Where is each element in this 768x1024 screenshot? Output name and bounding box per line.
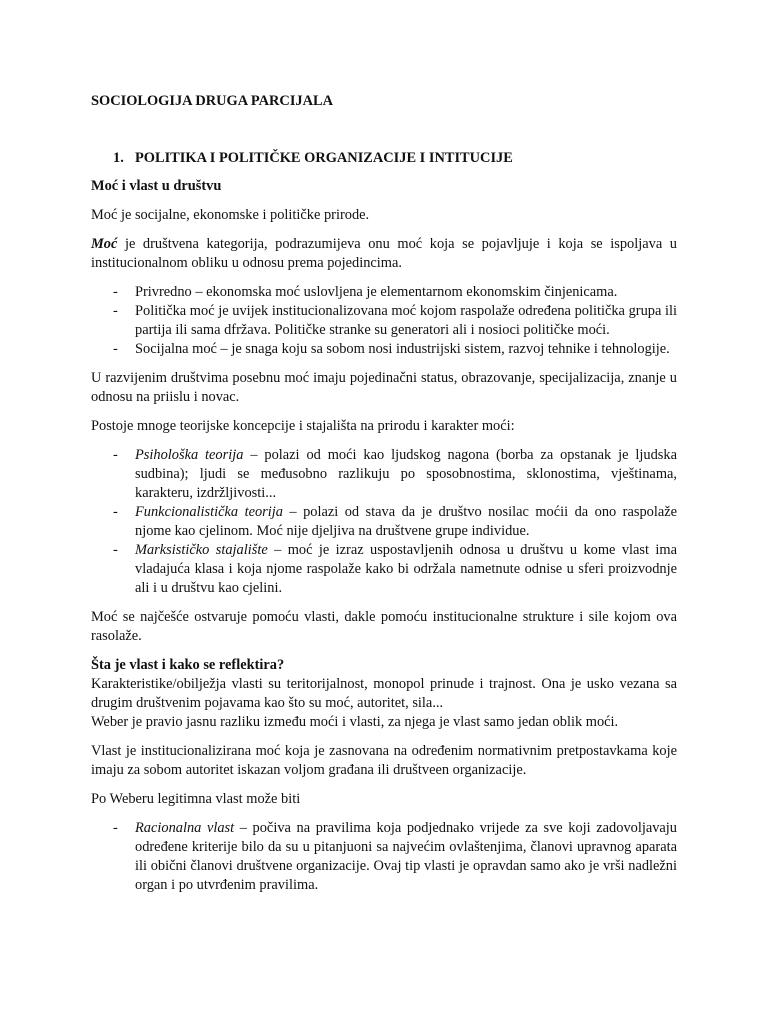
list-item	[91, 819, 677, 895]
paragraph-theories-intro: Postoje mnoge teorijske koncepcije i stajališta na prirodu i karakter moći:	[91, 418, 515, 434]
list-item	[91, 541, 677, 598]
list-item	[91, 283, 677, 302]
list-item-text: – moć je izraz uspostavljenih odnosa u društvu u kome vlast ima vladajuća klasa i koja njome raspolaže kako bi održala nametnute odnise u sferi proizvodnje ali i u društvu kao cjelini.	[135, 542, 677, 596]
legitimate-authority-list	[91, 819, 677, 895]
document-body	[91, 92, 677, 895]
bullet-dash: -	[113, 284, 118, 300]
paragraph-authority-characteristics: Karakteristike/obilježja vlasti su teritorijalnost, monopol prinude i trajnost. Ona je usko vezana sa drugim društvenim pojavama kao što su moć, autoritet, sila...	[91, 676, 677, 711]
subheading-power-authority: Moć i vlast u društvu	[91, 178, 222, 194]
term-italic: Funkcionalistička teorija	[135, 504, 283, 520]
paragraph-weber-legitimate: Po Weberu legitimna vlast može biti	[91, 791, 301, 807]
paragraph-developed-societies: U razvijenim društvima posebnu moć imaju pojedinačni status, obrazovanje, specijalizacija, znanje u odnosu na priislu i novac.	[91, 370, 677, 405]
section-title: POLITIKA I POLITIČKE ORGANIZACIJE I INTITUCIJE	[135, 150, 513, 166]
bullet-dash: -	[113, 820, 118, 836]
paragraph-weber-distinction: Weber je pravio jasnu razliku između moći i vlasti, za njega je vlast samo jedan oblik moći.	[91, 714, 619, 730]
bullet-dash: -	[113, 303, 118, 319]
list-item-text: – počiva na pravilima koja podjednako vrijede za sve koji zadovoljavaju određene kriterije bilo da su u pitanjuoni sa najvećim ovlaštenjima, članovi upravnog aparata ili obični članovi društvene organizacije. Ovaj tip vlasti je opravdan samo ako je vrši nadležni organ i po utvrđenim pravilima.	[135, 820, 677, 893]
list-item-text: – polazi od moći kao ljudskog nagona (borba za opstanak je ljudska sudbina); ljudi se međusobno razlikuju po sposobnostima, sklonostima, vještinama, karakteru, izdržljivosti...	[135, 447, 677, 501]
power-types-list	[91, 283, 677, 359]
list-item	[91, 503, 677, 541]
list-item	[91, 302, 677, 340]
bullet-dash: -	[113, 542, 118, 558]
term-moc: Moć	[91, 236, 118, 252]
list-item-text: – polazi od stava da je društvo nosilac moćii da ono raspolaže njome kao cjelinom. Moć nije djeljiva na društvene grupe individue.	[135, 504, 677, 539]
list-item-text: Socijalna moć – je snaga koju sa sobom nosi industrijski sistem, razvoj tehnike i tehnologije.	[135, 341, 670, 357]
bullet-dash: -	[113, 447, 118, 463]
list-item	[91, 340, 677, 359]
paragraph-power-definition	[91, 235, 677, 273]
section-number: 1.	[113, 150, 124, 166]
term-italic: Racionalna vlast	[135, 820, 235, 836]
paragraph-power-nature: Moć je socijalne, ekonomske i političke prirode.	[91, 207, 370, 223]
section-heading	[91, 149, 677, 168]
theories-list	[91, 446, 677, 598]
list-item-text: Privredno – ekonomska moć uslovljena je elementarnom ekonomskim činjenicama.	[135, 284, 618, 300]
paragraph-power-through-authority: Moć se najčešće ostvaruje pomoću vlasti, dakle pomoću institucionalne strukture i sile kojom ova rasolaže.	[91, 609, 677, 644]
list-item-text: Politička moć je uvijek institucionalizovana moć kojom raspolaže određena politička grupa ili partija ili sama dfržava. Političke stranke su generatori ali i nosioci političke moći.	[135, 303, 677, 338]
bullet-dash: -	[113, 504, 118, 520]
list-item	[91, 446, 677, 503]
definition-text: je društvena kategorija, podrazumijeva onu moć koja se pojavljuje i koja se ispoljava u institucionalnom obliku u odnosu prema pojedincima.	[91, 236, 677, 271]
document-title: SOCIOLOGIJA DRUGA PARCIJALA	[91, 93, 334, 109]
bullet-dash: -	[113, 341, 118, 357]
term-italic: Marksističko stajalište	[135, 542, 268, 558]
paragraph-institutionalized-power: Vlast je institucionalizirana moć koja je zasnovana na određenim normativnim pretpostavkama koje imaju za sobom autoritet iskazan voljom građana ili društveen organizacije.	[91, 743, 677, 778]
subheading-what-is-authority: Šta je vlast i kako se reflektira?	[91, 657, 285, 673]
term-italic: Psihološka teorija	[135, 447, 244, 463]
